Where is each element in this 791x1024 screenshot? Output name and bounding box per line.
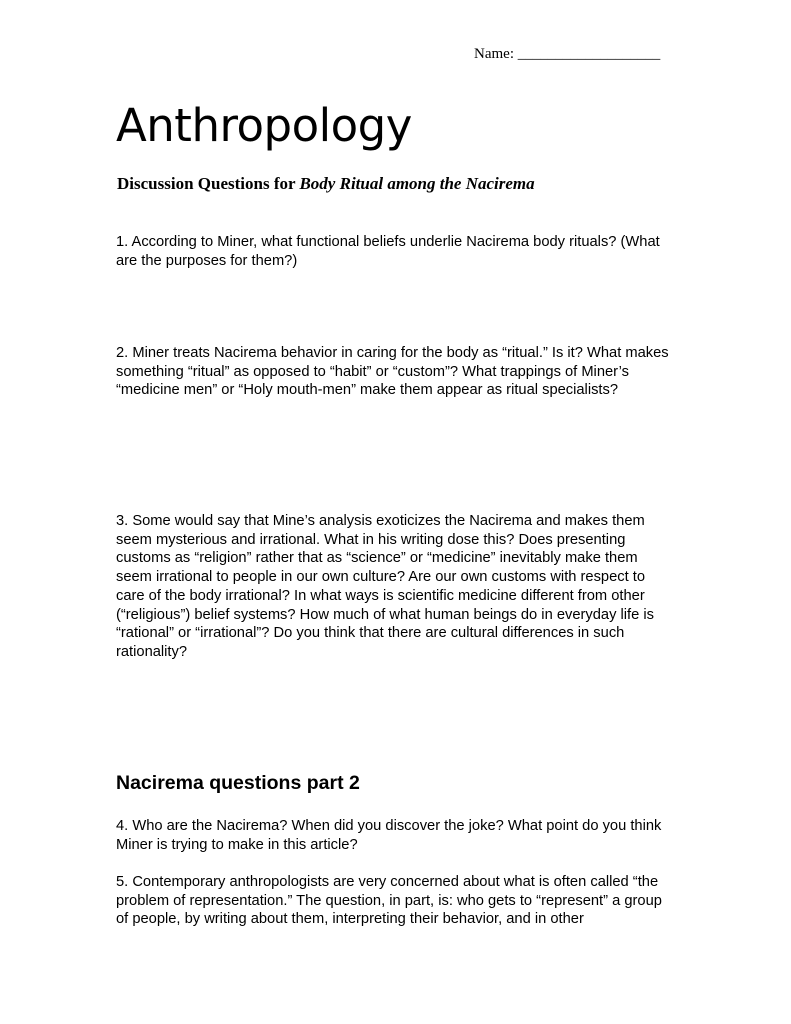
name-field-label: Name: ___________________	[474, 46, 661, 62]
subtitle-prefix: Discussion Questions for	[117, 174, 300, 193]
question-5: 5. Contemporary anthropologists are very concerned about what is often called “the problem of representation.” The question, in part, is: who gets to “represent” a group of people, by writing about them, interpreting their behavior, and in other	[116, 874, 662, 928]
question-1: 1. According to Miner, what functional beliefs underlie Nacirema body rituals? (What are the purposes for them?)	[116, 234, 660, 269]
subtitle	[117, 174, 535, 194]
page-title: Anthropology	[116, 99, 412, 152]
subtitle-work-title: Body Ritual among the Nacirema	[299, 174, 535, 193]
question-4: 4. Who are the Nacirema? When did you discover the joke? What point do you think Miner is trying to make in this article?	[116, 818, 662, 853]
question-3: 3. Some would say that Mine’s analysis exoticizes the Nacirema and makes them seem mysterious and irrational. What in his writing dose this? Does presenting customs as “religion” rather that as “science” or “medicine” inevitably make them seem irrational to people in our own culture? Are our own customs with respect to care of the body irrational? In what ways is scientific medicine different from other (“religious”) belief systems? How much of what human beings do in everyday life is “rational” or “irrational”? Do you think that there are cultural differences in such rationality?	[116, 513, 654, 660]
question-2: 2. Miner treats Nacirema behavior in caring for the body as “ritual.” Is it? What makes something “ritual” as opposed to “habit” or “custom”? What trappings of Miner’s “medicine men” or “Holy mouth-men” make them appear as ritual specialists?	[116, 345, 669, 399]
section-heading-part-2: Nacirema questions part 2	[116, 772, 360, 794]
